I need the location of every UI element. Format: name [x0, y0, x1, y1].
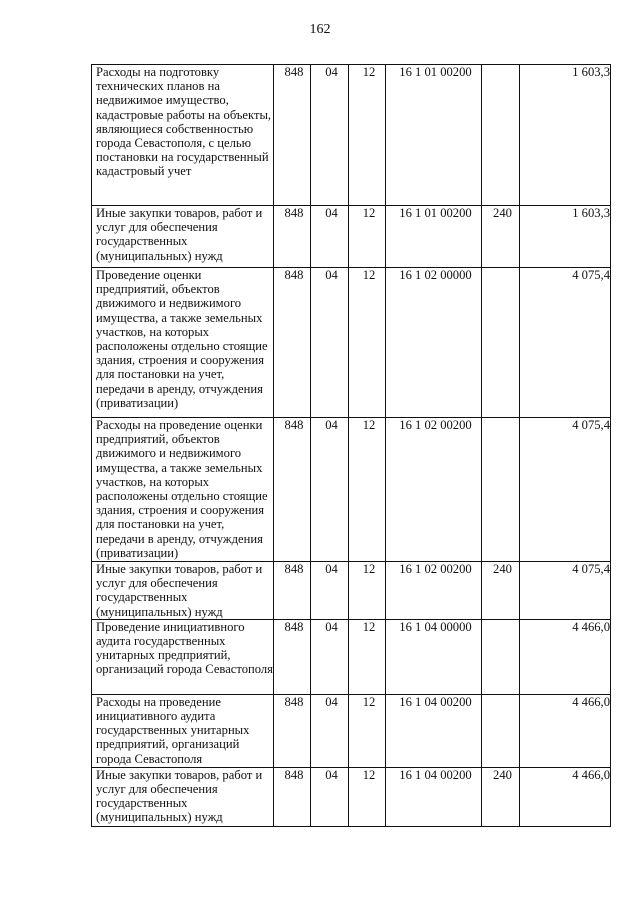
- amount-cell: 4 075,4: [520, 418, 611, 562]
- expense-type-cell: [482, 619, 520, 694]
- expense-type-cell: [482, 694, 520, 767]
- subsection-cell: 12: [349, 418, 386, 562]
- section-cell: 04: [311, 694, 349, 767]
- row-name-cell: Расходы на проведение инициативного аудита государственных унитарных предприятий, организаций города Севастополя: [92, 694, 274, 767]
- section-cell: 04: [311, 619, 349, 694]
- expense-type-cell: [482, 268, 520, 418]
- section-cell: 04: [311, 268, 349, 418]
- ved-cell: 848: [274, 619, 311, 694]
- amount-cell: 4 466,0: [520, 619, 611, 694]
- table-row: [92, 619, 611, 694]
- ved-cell: 848: [274, 767, 311, 826]
- subsection-cell: 12: [349, 694, 386, 767]
- subsection-cell: 12: [349, 268, 386, 418]
- table-row: [92, 562, 611, 620]
- subsection-cell: 12: [349, 767, 386, 826]
- amount-cell: 4 075,4: [520, 562, 611, 620]
- target-article-cell: 16 1 02 00000: [386, 268, 482, 418]
- expense-type-cell: [482, 65, 520, 206]
- row-name-cell: Иные закупки товаров, работ и услуг для обеспечения государственных (муниципальных) нужд: [92, 767, 274, 826]
- table-row: [92, 418, 611, 562]
- target-article-cell: 16 1 04 00200: [386, 694, 482, 767]
- target-article-cell: 16 1 01 00200: [386, 65, 482, 206]
- section-cell: 04: [311, 767, 349, 826]
- row-name-cell: Расходы на подготовку технических планов на недвижимое имущество, кадастровые работы на объекты, являющиеся собственностью города Севастополя, с целью постановки на государственный кадастровый учет: [92, 65, 274, 206]
- expense-type-cell: 240: [482, 562, 520, 620]
- row-name-cell: Проведение инициативного аудита государственных унитарных предприятий, организаций города Севастополя: [92, 619, 274, 694]
- target-article-cell: 16 1 02 00200: [386, 562, 482, 620]
- page-number: 162: [309, 22, 331, 37]
- ved-cell: 848: [274, 268, 311, 418]
- ved-cell: 848: [274, 694, 311, 767]
- target-article-cell: 16 1 04 00200: [386, 767, 482, 826]
- target-article-cell: 16 1 02 00200: [386, 418, 482, 562]
- target-article-cell: 16 1 04 00000: [386, 619, 482, 694]
- expense-type-cell: 240: [482, 206, 520, 268]
- expense-type-cell: 240: [482, 767, 520, 826]
- table-row: [92, 206, 611, 268]
- row-name-cell: Расходы на проведение оценки предприятий, объектов движимого и недвижимого имущества, а также земельных участков, на которых расположены отдельно стоящие здания, строения и сооружения для постановки на учет, передачи в аренду, отчуждения (приватизации): [92, 418, 274, 562]
- amount-cell: 1 603,3: [520, 206, 611, 268]
- row-name-cell: Проведение оценки предприятий, объектов движимого и недвижимого имущества, а также земельных участков, на которых расположены отдельно стоящие здания, строения и сооружения для постановки на учет, передачи в аренду, отчуждения (приватизации): [92, 268, 274, 418]
- table-row: [92, 767, 611, 826]
- amount-cell: 4 075,4: [520, 268, 611, 418]
- section-cell: 04: [311, 65, 349, 206]
- ved-cell: 848: [274, 418, 311, 562]
- amount-cell: 4 466,0: [520, 694, 611, 767]
- table-row: [92, 268, 611, 418]
- section-cell: 04: [311, 206, 349, 268]
- ved-cell: 848: [274, 206, 311, 268]
- amount-cell: 1 603,3: [520, 65, 611, 206]
- section-cell: 04: [311, 418, 349, 562]
- subsection-cell: 12: [349, 562, 386, 620]
- amount-cell: 4 466,0: [520, 767, 611, 826]
- subsection-cell: 12: [349, 65, 386, 206]
- table-row: [92, 694, 611, 767]
- section-cell: 04: [311, 562, 349, 620]
- ved-cell: 848: [274, 65, 311, 206]
- expense-type-cell: [482, 418, 520, 562]
- row-name-cell: Иные закупки товаров, работ и услуг для обеспечения государственных (муниципальных) нужд: [92, 206, 274, 268]
- row-name-cell: Иные закупки товаров, работ и услуг для обеспечения государственных (муниципальных) нужд: [92, 562, 274, 620]
- subsection-cell: 12: [349, 619, 386, 694]
- subsection-cell: 12: [349, 206, 386, 268]
- target-article-cell: 16 1 01 00200: [386, 206, 482, 268]
- table-row: [92, 65, 611, 206]
- budget-table: [91, 64, 611, 827]
- ved-cell: 848: [274, 562, 311, 620]
